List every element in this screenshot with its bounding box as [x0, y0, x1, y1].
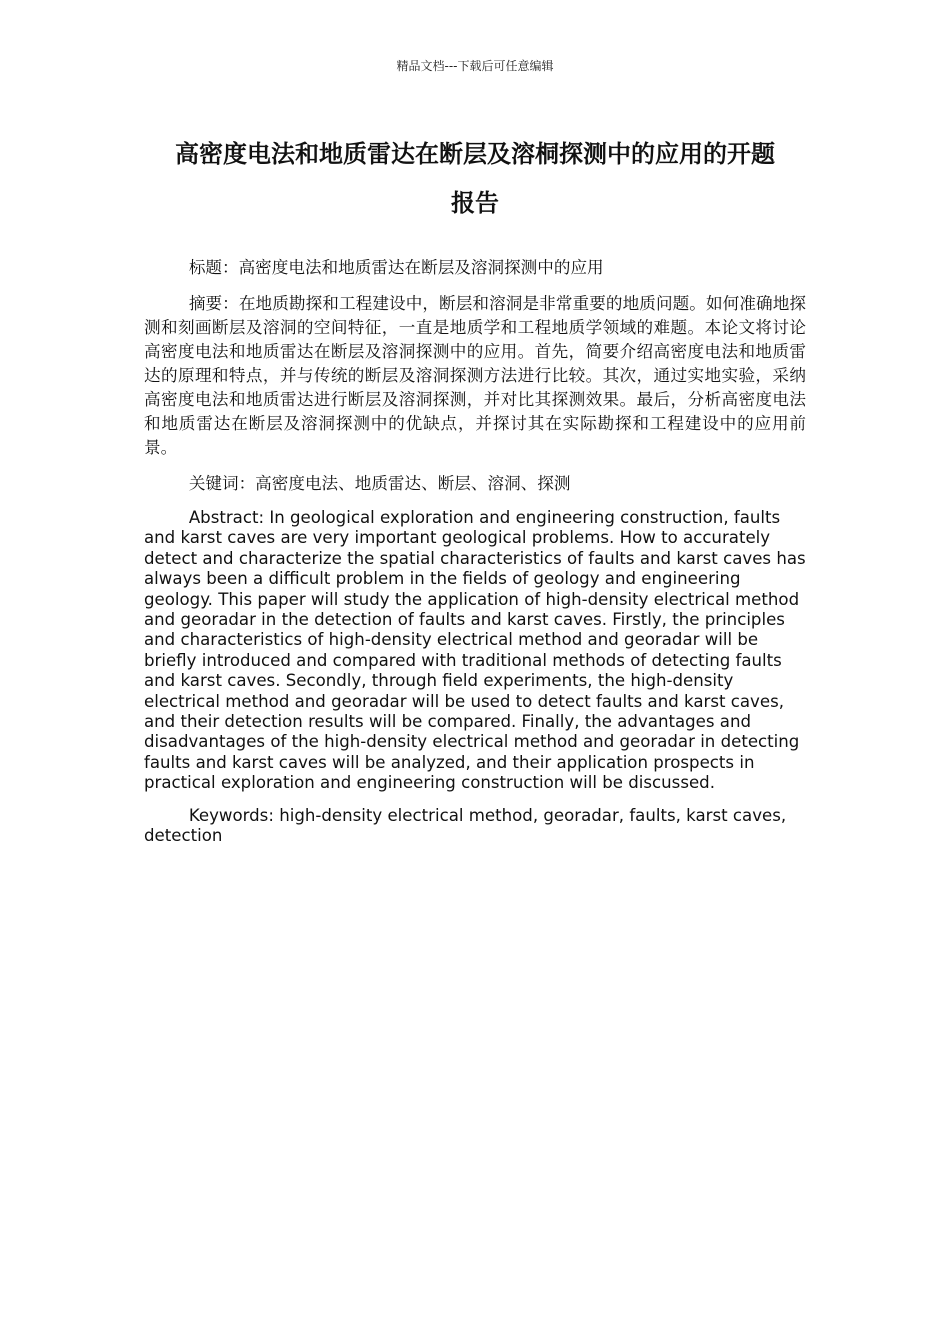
title-line-1: 高密度电法和地质雷达在断层及溶桐探测中的应用的开题: [175, 140, 775, 168]
abstract-cn-paragraph: 摘要：在地质勘探和工程建设中，断层和溶洞是非常重要的地质问题。如何准确地探测和刻画断层及溶洞的空间特征，一直是地质学和工程地质学领域的难题。本论文将讨论高密度电法和地质雷达在断层及溶洞探测中的应用。首先，简要介绍高密度电法和地质雷达的原理和特点，并与传统的断层及溶洞探测方法进行比较。其次，通过实地实验，采纳高密度电法和地质雷达进行断层及溶洞探测，并对比其探测效果。最后，分析高密度电法和地质雷达在断层及溶洞探测中的优缺点，并探讨其在实际勘探和工程建设中的应用前景。: [144, 294, 806, 457]
keywords-en-paragraph: Keywords: high-density electrical method, georadar, faults, karst caves, detection: [144, 805, 787, 846]
abstract-en-paragraph: Abstract: In geological exploration and engineering construction, faults and karst caves are very important geological problems. How to accurately detect and characterize the spatial characteristics of faults and karst caves has always been a difficult problem in the fields of geology and engineering geology. This paper will study the application of high-density electrical method and georadar in the detection of faults and karst caves. Firstly, the principles and characteristics of high-density electrical method and georadar will be briefly introduced and compared with traditional methods of detecting faults and karst caves. Secondly, through field experiments, the high-density electrical method and georadar will be used to detect faults and karst caves, and their detection results will be compared. Finally, the advantages and disadvantages of the high-density electrical method and georadar in detecting faults and karst caves will be analyzed, and their application prospects in practical exploration and engineering construction will be discussed.: [144, 508, 806, 793]
header-note: 精品文档---下载后可任意编辑: [396, 59, 554, 73]
title-line-2: 报告: [451, 189, 499, 217]
title-paragraph: 标题：高密度电法和地质雷达在断层及溶洞探测中的应用: [188, 258, 604, 277]
document-title: [140, 130, 810, 228]
document-body: [144, 256, 806, 859]
keywords-cn-paragraph: 关键词：高密度电法、地质雷达、断层、溶洞、探测: [188, 474, 571, 493]
